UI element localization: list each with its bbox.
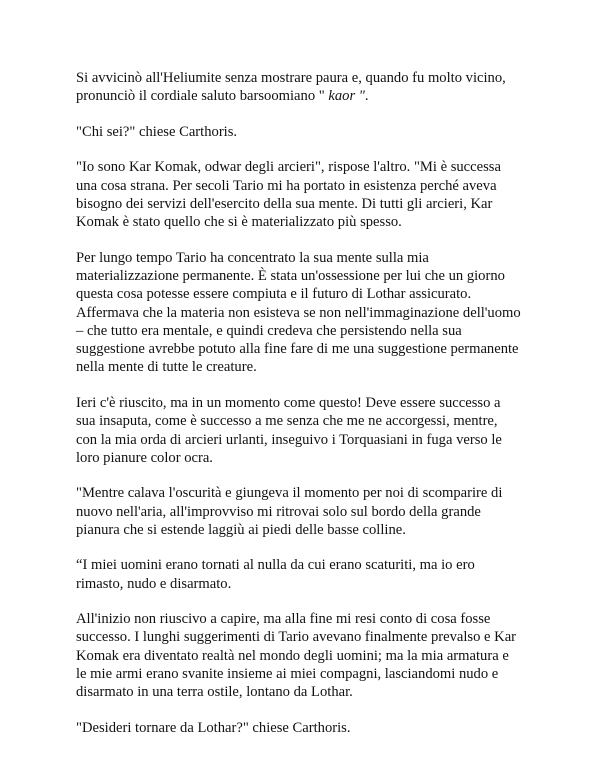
text-line: "Chi sei?" chiese Carthoris. bbox=[76, 123, 238, 140]
paragraph-6 bbox=[76, 484, 526, 539]
paragraph-1 bbox=[76, 69, 526, 106]
text-line: All'inizio non riuscivo a capire, ma alla fine mi resi conto di cosa fosse bbox=[76, 611, 491, 628]
paragraph-3 bbox=[76, 158, 526, 231]
text-line: "Mentre calava l'oscurità e giungeva il momento per noi di scomparire di bbox=[76, 485, 503, 502]
text-line: Si avvicinò all'Heliumite senza mostrare paura e, quando fu molto vicino, bbox=[76, 70, 506, 86]
paragraph-8 bbox=[76, 610, 526, 701]
text-line: con la mia orda di arcieri urlanti, inseguivo i Torquasiani in fuga verso le bbox=[76, 431, 502, 448]
paragraph-7 bbox=[76, 556, 526, 593]
text-line: "Io sono Kar Komak, odwar degli arcieri", rispose l'altro. "Mi è successa bbox=[76, 159, 501, 176]
text-line: materializzazione permanente. È stata un'ossessione per lui che un giorno bbox=[76, 267, 505, 284]
text-line: Komak è stato quello che si è materializzato più spesso. bbox=[76, 214, 402, 231]
text-line bbox=[76, 87, 526, 105]
text-line: loro pianure color ocra. bbox=[76, 449, 213, 466]
italic-word: kaor " bbox=[328, 88, 365, 105]
text-line: questa cosa potesse essere compiuta e il futuro di Lothar assicurato. bbox=[76, 286, 472, 303]
text-line: “I miei uomini erano tornati al nulla da cui erano scaturiti, ma io ero bbox=[76, 557, 475, 574]
body-text bbox=[76, 69, 526, 754]
text-line: successo. I lunghi suggerimenti di Tario avevano finalmente prevalso e Kar bbox=[76, 629, 517, 646]
paragraph-9 bbox=[76, 719, 526, 737]
text-line: Affermava che la materia non esisteva se non nell'immaginazione dell'uomo bbox=[76, 304, 521, 321]
text-line: le mie armi erano svanite insieme ai miei compagni, lasciandomi nudo e bbox=[76, 666, 499, 683]
text-line: Per lungo tempo Tario ha concentrato la sua mente sulla mia bbox=[76, 249, 429, 266]
text-line: "Desideri tornare da Lothar?" chiese Carthoris. bbox=[76, 719, 351, 736]
text-line: pianura che si estende laggiù ai piedi delle basse colline. bbox=[76, 521, 406, 538]
text-line: bisogno dei servizi dell'esercito della sua mente. Di tutti gli arcieri, Kar bbox=[76, 195, 493, 212]
text-line: sua insaputa, come è successo a me senza che me ne accorgessi, mentre, bbox=[76, 413, 498, 430]
text-line: Ieri c'è riuscito, ma in un momento come questo! Deve essere successo a bbox=[76, 394, 501, 411]
text-line: Komak era diventato realtà nel mondo degli uomini; ma la mia armatura e bbox=[76, 647, 509, 664]
text-line: disarmato in una terra ostile, lontano da Lothar. bbox=[76, 684, 353, 701]
paragraph-2 bbox=[76, 123, 526, 141]
paragraph-5 bbox=[76, 394, 526, 467]
text-line: nuovo nell'aria, all'improvviso mi ritrovai solo sul bordo della grande bbox=[76, 503, 481, 520]
paragraph-4 bbox=[76, 249, 526, 377]
text-line: rimasto, nudo e disarmato. bbox=[76, 575, 232, 592]
text-line-start: pronunciò il cordiale saluto barsoomiano " bbox=[76, 88, 329, 105]
line-end-punctuation: . bbox=[364, 88, 369, 105]
text-line: suggestione avrebbe potuto alla fine fare di me una suggestione permanente bbox=[76, 341, 519, 358]
text-line: nella mente di tutte le creature. bbox=[76, 359, 257, 376]
text-line: una cosa strana. Per secoli Tario mi ha portato in esistenza perché aveva bbox=[76, 177, 497, 194]
text-line: – che tutto era mentale, e quindi credeva che persistendo nella sua bbox=[76, 322, 462, 339]
